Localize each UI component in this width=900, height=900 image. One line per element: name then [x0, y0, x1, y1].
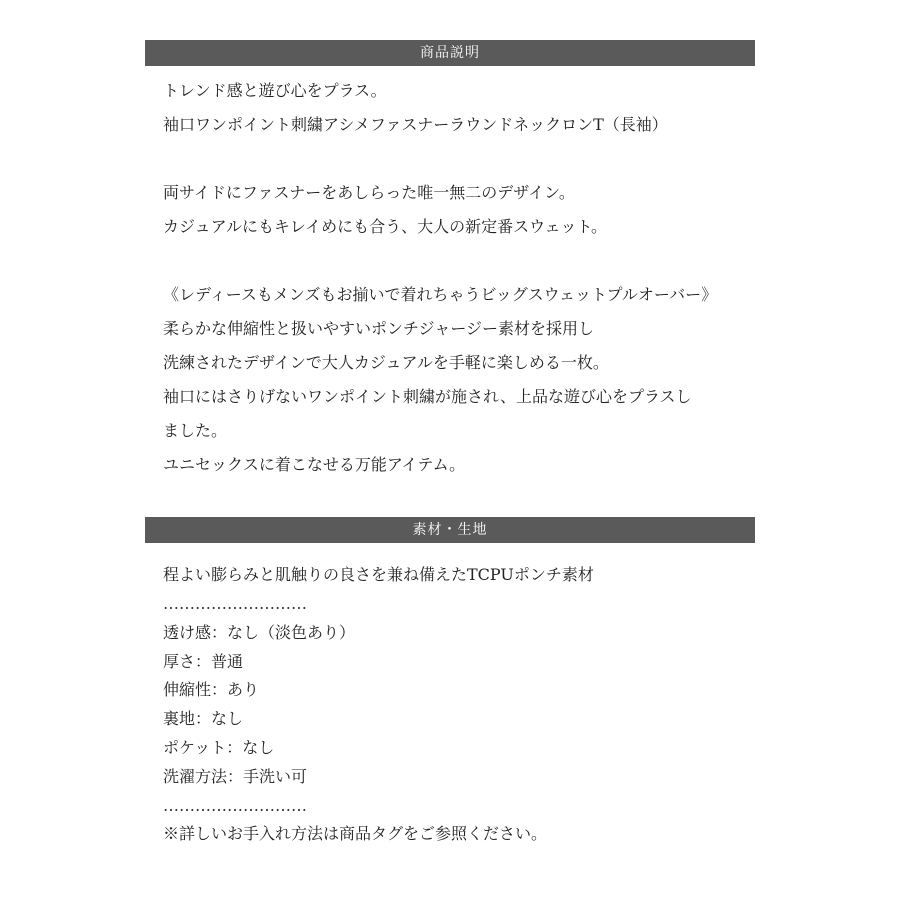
description-line: 洗練されたデザインで大人カジュアルを手軽に楽しめる一枚。 — [163, 353, 609, 372]
material-spec-stretch: 伸縮性：あり — [163, 680, 260, 700]
material-spec-pocket: ポケット：なし — [163, 737, 275, 757]
material-spec-sheerness: 透け感：なし（淡色あり） — [163, 622, 356, 642]
description-line: 袖口にはさりげないワンポイント刺繍が施され、上品な遊び心をプラスし — [163, 387, 692, 406]
description-line: ユニセックスに着こなせる万能アイテム。 — [163, 455, 466, 474]
section-header-material: 素材・生地 — [145, 517, 755, 543]
description-line: ました。 — [163, 421, 228, 440]
description-line: 袖口ワンポイント刺繍アシメファスナーラウンドネックロンT（長袖） — [163, 115, 668, 134]
description-line: トレンド感と遊び心をプラス。 — [163, 81, 387, 100]
material-summary-line: 程よい膨らみと肌触りの良さを兼ね備えたTCPUポンチ素材 — [163, 565, 594, 584]
dotted-separator: ……………………… — [163, 594, 307, 613]
description-line: 《レディースもメンズもお揃いで着れちゃうビッグスウェットプルオーバー》 — [163, 285, 718, 304]
care-note: ※詳しいお手入れ方法は商品タグをご参照ください。 — [163, 824, 548, 844]
description-line: カジュアルにもキレイめにも合う、大人の新定番スウェット。 — [163, 217, 608, 236]
material-text-block — [163, 560, 753, 849]
description-blank-line — [163, 244, 753, 278]
material-spec-washing: 洗濯方法：手洗い可 — [163, 766, 308, 786]
section-header-description: 商品説明 — [145, 40, 755, 66]
description-text-block — [163, 74, 753, 482]
material-spec-thickness: 厚さ：普通 — [163, 651, 244, 671]
description-blank-line — [163, 142, 753, 176]
dotted-separator: ……………………… — [163, 795, 307, 815]
description-line: 両サイドにファスナーをあしらった唯一無二のデザイン。 — [163, 183, 575, 202]
material-spec-lining: 裏地：なし — [163, 709, 244, 729]
description-line: 柔らかな伸縮性と扱いやすいポンチジャージー素材を採用し — [163, 319, 595, 338]
